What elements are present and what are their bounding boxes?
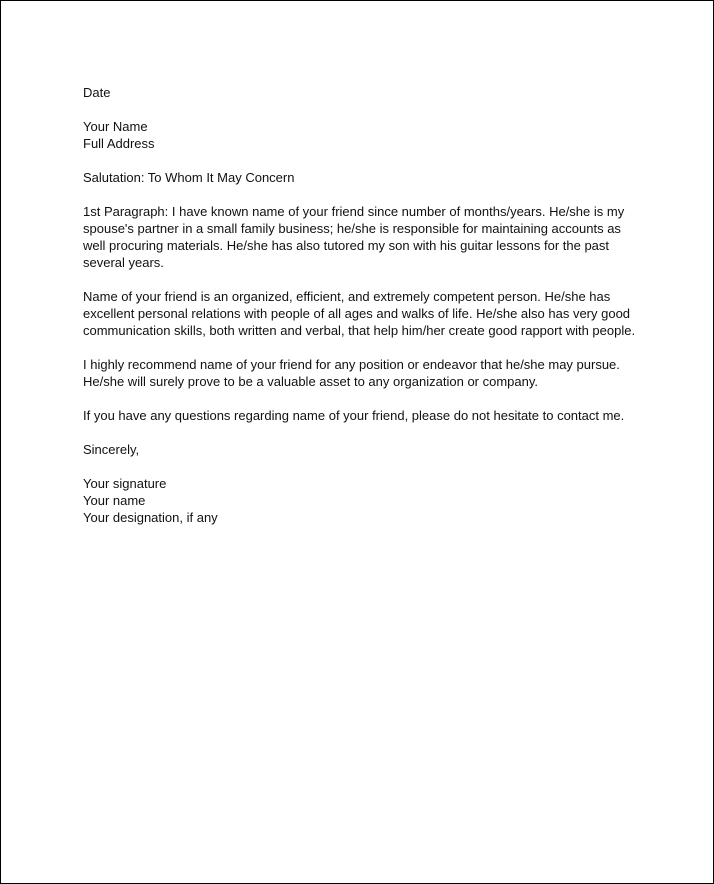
paragraph-line: excellent personal relations with people of all ages and walks of life. He/she also has very good: [83, 306, 631, 321]
signature-line: Your signature: [83, 476, 167, 491]
paragraph-3: [83, 356, 643, 390]
date-line: Date: [83, 85, 111, 100]
paragraph-line: I highly recommend name of your friend for any position or endeavor that he/she may pursue.: [83, 357, 620, 372]
salutation-block: [83, 169, 643, 186]
paragraph-line: communication skills, both written and verbal, that help him/her create good rapport with people.: [83, 323, 636, 338]
paragraph-line: well procuring materials. He/she has also tutored my son with his guitar lessons for the past: [83, 238, 610, 253]
paragraph-line: spouse's partner in a small family business; he/she is responsible for maintaining accounts as: [83, 221, 621, 236]
salutation: Salutation: To Whom It May Concern: [83, 170, 295, 185]
paragraph-line: 1st Paragraph: I have known name of your friend since number of months/years. He/she is my: [83, 204, 625, 219]
paragraph-1: [83, 203, 643, 271]
letter-body: [83, 84, 643, 526]
closing-block: [83, 441, 643, 458]
paragraph-2: [83, 288, 643, 339]
sender-address: Full Address: [83, 136, 155, 151]
paragraph-line: several years.: [83, 255, 164, 270]
closing: Sincerely,: [83, 442, 140, 457]
signer-name: Your name: [83, 493, 146, 508]
signer-designation: Your designation, if any: [83, 510, 218, 525]
sender-name: Your Name: [83, 119, 148, 134]
sender-block: [83, 118, 643, 152]
paragraph-line: If you have any questions regarding name of your friend, please do not hesitate to contact me.: [83, 408, 625, 423]
paragraph-4: [83, 407, 643, 424]
signature-block: [83, 475, 643, 526]
paragraph-line: He/she will surely prove to be a valuable asset to any organization or company.: [83, 374, 539, 389]
paragraph-line: Name of your friend is an organized, efficient, and extremely competent person. He/she has: [83, 289, 611, 304]
date-block: [83, 84, 643, 101]
